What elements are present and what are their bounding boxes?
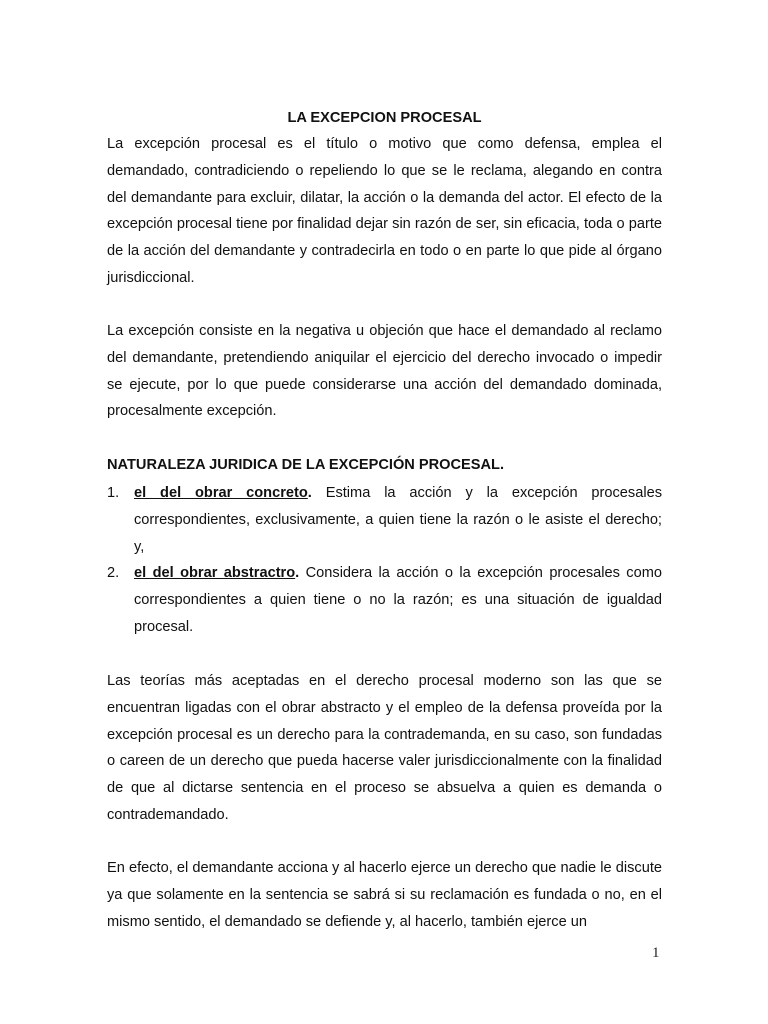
list-item-term: el del obrar concreto — [134, 485, 308, 501]
paragraph-theories: Las teorías más aceptadas en el derecho procesal moderno son las que se encuentran ligadas con el obrar abstracto y el empleo de la defensa proveída por la excepción procesal es un derecho para la contrademanda, en su caso, son fundadas o careen de un derecho que pueda hacerse valer jurisdiccionalmente con la finalidad de que al dictarse sentencia en el proceso se absuelva a quien es demanda o contrademandado. — [107, 673, 662, 823]
section-heading: NATURALEZA JURIDICA DE LA EXCEPCIÓN PROCESAL. — [107, 457, 505, 473]
list-item-number: 1. — [107, 485, 120, 501]
list-item-description: Estima la acción y la excepción procesales correspondientes, exclusivamente, a quien tiene la razón o le asiste el derecho; y, — [134, 485, 662, 555]
paragraph-effect: En efecto, el demandante acciona y al hacerlo ejerce un derecho que nadie le discute ya que solamente en la sentencia se sabrá si su reclamación es fundada o no, en el mismo sentido, el demandado se defiende y, al hacerlo, también ejerce un — [107, 860, 662, 930]
list-item-term-suffix: . — [307, 485, 312, 501]
list-item-number: 2. — [107, 565, 120, 581]
list-item-text — [134, 560, 662, 640]
document-title: LA EXCEPCION PROCESAL — [287, 110, 482, 126]
list-item-text — [134, 480, 662, 560]
list-item-description: Considera la acción o la excepción procesales como correspondientes a quien tiene o no la razón; es una situación de igualdad procesal. — [134, 565, 662, 635]
paragraph-objection: La excepción consiste en la negativa u objeción que hace el demandado al reclamo del demandante, pretendiendo aniquilar el ejercicio del derecho invocado o impedir se ejecute, por lo que puede considerarse una acción del demandado dominada, procesalmente excepción. — [107, 323, 662, 420]
page-number: 1 — [652, 945, 660, 961]
paragraph-definition: La excepción procesal es el título o motivo que como defensa, emplea el demandado, contradiciendo o repeliendo lo que se le reclama, alegando en contra del demandante para excluir, dilatar, la acción o la demanda del actor. El efecto de la excepción procesal tiene por finalidad dejar sin razón de ser, sin eficacia, toda o parte de la acción del demandante y contradecirla en todo o en parte lo que pide al órgano jurisdiccional. — [107, 136, 662, 286]
list-item-term: el del obrar abstractro — [134, 565, 296, 581]
list-item-term-suffix: . — [295, 565, 300, 581]
